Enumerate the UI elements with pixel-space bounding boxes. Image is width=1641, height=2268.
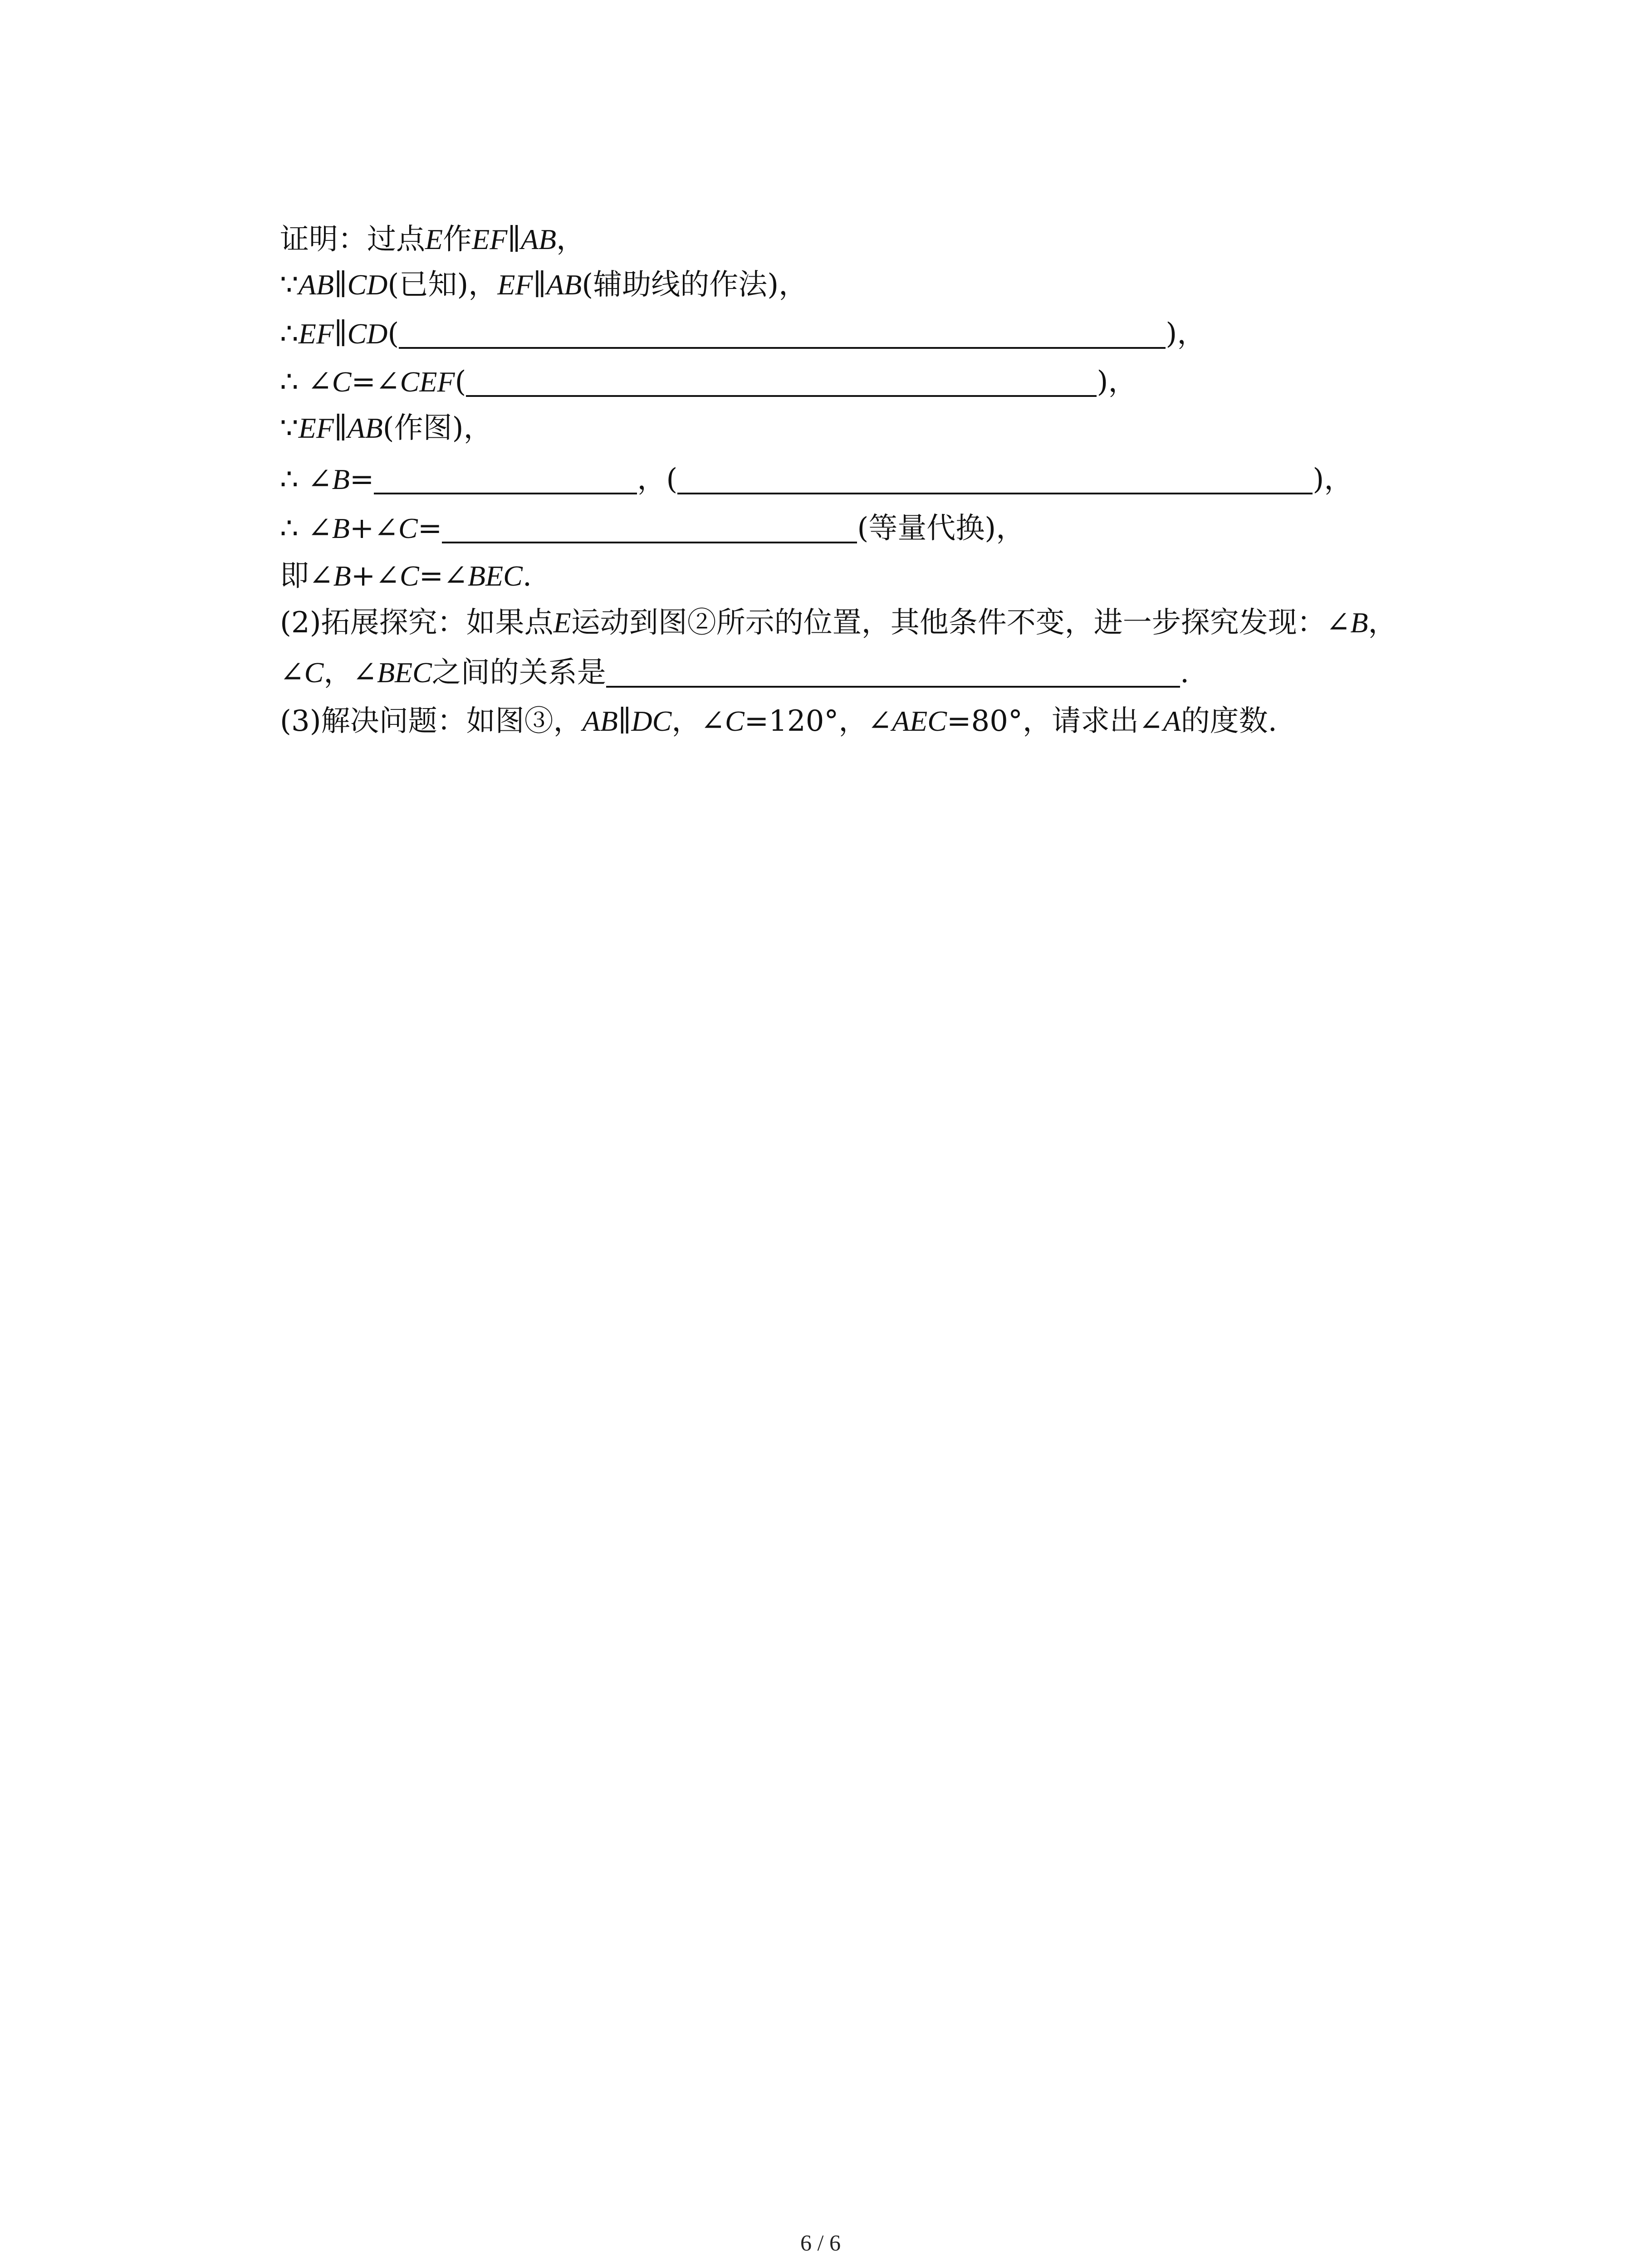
proof-line-1: 证明：过点E作EF∥AB， — [280, 223, 586, 256]
answer-blank-reason-2[interactable] — [466, 366, 1097, 397]
part3-line: (3)解决问题：如图③，AB∥DC，∠C=120°，∠AEC=80°，请求出∠A的度数. — [280, 704, 1278, 738]
proof-line-7: ∴ ∠B+∠C= (等量代换)， — [280, 512, 1025, 545]
proof-line-8: 即∠B+∠C=∠BEC. — [280, 559, 532, 593]
proof-line-5: ∵EF∥AB(作图)， — [280, 411, 493, 445]
proof-line-3: ∴EF∥CD( )， — [280, 317, 1206, 351]
proof-line-4: ∴ ∠C=∠CEF( )， — [280, 365, 1137, 399]
answer-blank-reason-3[interactable] — [677, 464, 1313, 494]
proof-line-2: ∵AB∥CD(已知)，EF∥AB(辅助线的作法)， — [280, 268, 808, 302]
page-number: 6 / 6 — [800, 2230, 841, 2255]
part2-line-2: ∠C，∠BEC之间的关系是 . — [280, 656, 1190, 689]
proof-line-6: ∴ ∠B= ，( )， — [280, 463, 1353, 496]
part2-line-1: (2)拓展探究：如果点E运动到图②所示的位置，其他条件不变，进一步探究发现：∠B， — [280, 606, 1397, 640]
answer-blank-angle-b[interactable] — [374, 464, 637, 494]
answer-blank-reason-1[interactable] — [399, 318, 1166, 349]
answer-blank-sum[interactable] — [442, 513, 857, 543]
answer-blank-relationship[interactable] — [606, 657, 1180, 688]
